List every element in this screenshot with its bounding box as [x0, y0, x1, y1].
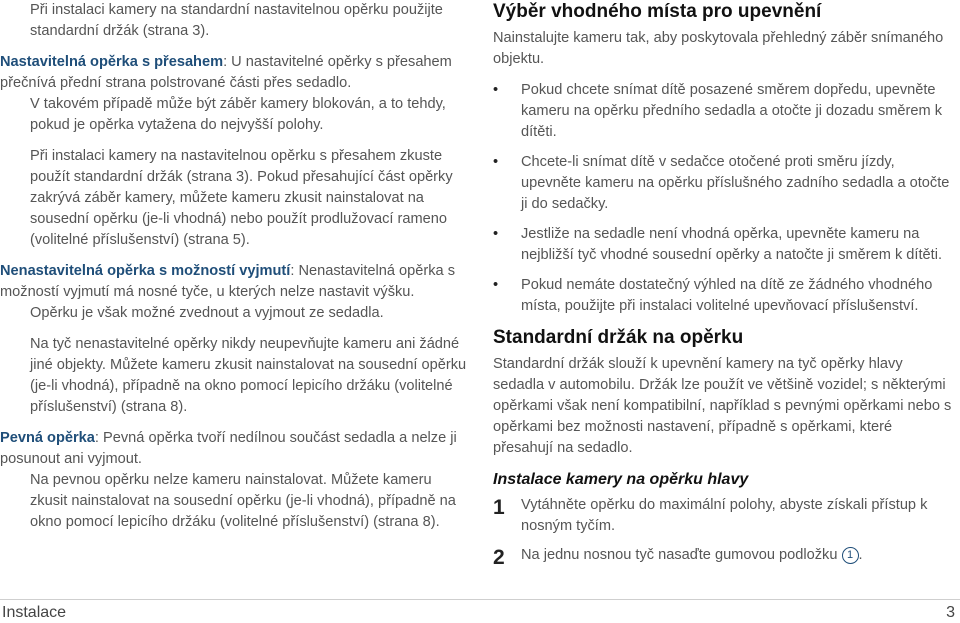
- text: Jestliže na sedadle není vhodná opěrka, upevněte kameru na nejbližší tyč vhodné sousední opěrky a natočte ji směrem k dítěti.: [521, 226, 942, 263]
- list-item: [493, 275, 955, 317]
- text: : Pevná opěrka tvoří nedílnou součást sedadla a nelze ji posunout ani vyjmout.: [0, 430, 457, 467]
- bullet-icon: •: [493, 277, 499, 293]
- bullet-icon: •: [493, 82, 499, 98]
- text: : Nenastavitelná opěrka s možností vyjmutí má nosné tyče, u kterých nelze nastavit výšku.: [0, 263, 456, 300]
- text: Můžete kameru zkusit nainstalovat na sousední opěrku (je-li vhodná), případně na okno pomocí lepicího držáku (volitelné příslušenství) (strana 8).: [30, 472, 456, 530]
- text: Můžete kameru zkusit nainstalovat na sousední opěrku (je-li vhodná), případně na okno pomocí lepicího držáku (volitelné příslušenství) (strana 8).: [30, 357, 467, 415]
- paragraph: [0, 94, 468, 136]
- paragraph: Nainstalujte kameru tak, aby poskytovala přehledný záběr snímaného objektu.: [493, 30, 944, 67]
- term: Pevná opěrka: [0, 430, 95, 446]
- step-text: Vytáhněte opěrku do maximální polohy, abyste získali přístup k nosným tyčím.: [521, 497, 928, 534]
- paragraph: [0, 303, 468, 324]
- bullet-list: [493, 80, 955, 317]
- step-number: 2: [493, 546, 505, 569]
- bullet-icon: •: [493, 154, 499, 170]
- subsection-heading: Instalace kamery na opěrku hlavy: [493, 471, 749, 488]
- paragraph: Standardní držák slouží k upevnění kamery na tyč opěrky hlavy sedadla v automobilu. Držák lze použít ve většině vozidel; s některými opěrkami však není kompatibilní, například s pevnými opěrkami nebo s opěrkami bez možnosti nastavení, případně s opěrkami, které přesahují na sedadlo.: [493, 356, 952, 456]
- text: Opěrku je však možné zvednout a vyjmout ze sedadla.: [30, 305, 384, 321]
- right-column: [493, 0, 955, 574]
- step-item: [493, 545, 955, 569]
- list-item: [493, 152, 955, 215]
- text: Pokud chcete snímat dítě posazené směrem dopředu, upevněte kameru na opěrku předního sedadla a otočte ji dozadu směrem k dítěti.: [521, 82, 943, 140]
- footer-section-name: Instalace: [2, 604, 67, 621]
- left-column: [0, 0, 468, 543]
- section-heading: Standardní držák na opěrku: [493, 327, 744, 348]
- paragraph: [0, 0, 468, 42]
- text: V takovém případě může být záběr kamery blokován, a to tehdy, pokud je opěrka vytažena do nejvyšší polohy.: [30, 96, 446, 133]
- paragraph: [0, 428, 468, 470]
- step-item: [493, 495, 955, 537]
- page-number: 3: [946, 604, 955, 621]
- callout-number-icon: 1: [842, 547, 859, 564]
- list-item: [493, 224, 955, 266]
- paragraph: [0, 261, 468, 303]
- list-item: [493, 80, 955, 143]
- section-heading: Výběr vhodného místa pro upevnění: [493, 1, 822, 22]
- text: Pokud nemáte dostatečný výhled na dítě ze žádného vhodného místa, použijte při instalaci volitelné upevňovací příslušenství.: [521, 277, 933, 314]
- text: Při instalaci kamery na standardní nastavitelnou opěrku použijte standardní držák (strana 3).: [30, 2, 443, 39]
- text: Chcete-li snímat dítě v sedačce otočené proti směru jízdy, upevněte kameru na opěrku příslušného zadního sedadla a otočte ji do sedačky.: [521, 154, 950, 212]
- paragraph: [0, 52, 468, 94]
- text: Při instalaci kamery na nastavitelnou opěrku s přesahem zkuste použít standardní držák (strana 3).: [30, 148, 443, 185]
- text: Na tyč nenastavitelné opěrky nikdy neupevňujte kameru ani žádné jiné objekty.: [30, 336, 460, 373]
- step-text-end: .: [858, 547, 863, 563]
- paragraph: [0, 470, 468, 533]
- text: Pokud přesahující část opěrky zakrývá záběr kamery, můžete kameru zkusit nainstalovat na sousední opěrku (je-li vhodná) nebo použít prodlužovací rameno (volitelné příslušenství) (strana 5).: [30, 169, 453, 248]
- paragraph: [0, 334, 468, 418]
- step-number: 1: [493, 496, 505, 519]
- text: Na pevnou opěrku nelze kameru nainstalovat.: [30, 472, 327, 488]
- term: Nenastavitelná opěrka s možností vyjmutí: [0, 263, 291, 279]
- term: Nastavitelná opěrka s přesahem: [0, 54, 224, 70]
- bullet-icon: •: [493, 226, 499, 242]
- text: : U nastavitelné opěrky s přesahem přečnívá přední strana polstrované části přes sedadlo.: [0, 54, 452, 91]
- footer-divider: [0, 599, 960, 600]
- paragraph: [0, 146, 468, 251]
- step-text: Na jednu nosnou tyč nasaďte gumovou podložku: [521, 547, 838, 563]
